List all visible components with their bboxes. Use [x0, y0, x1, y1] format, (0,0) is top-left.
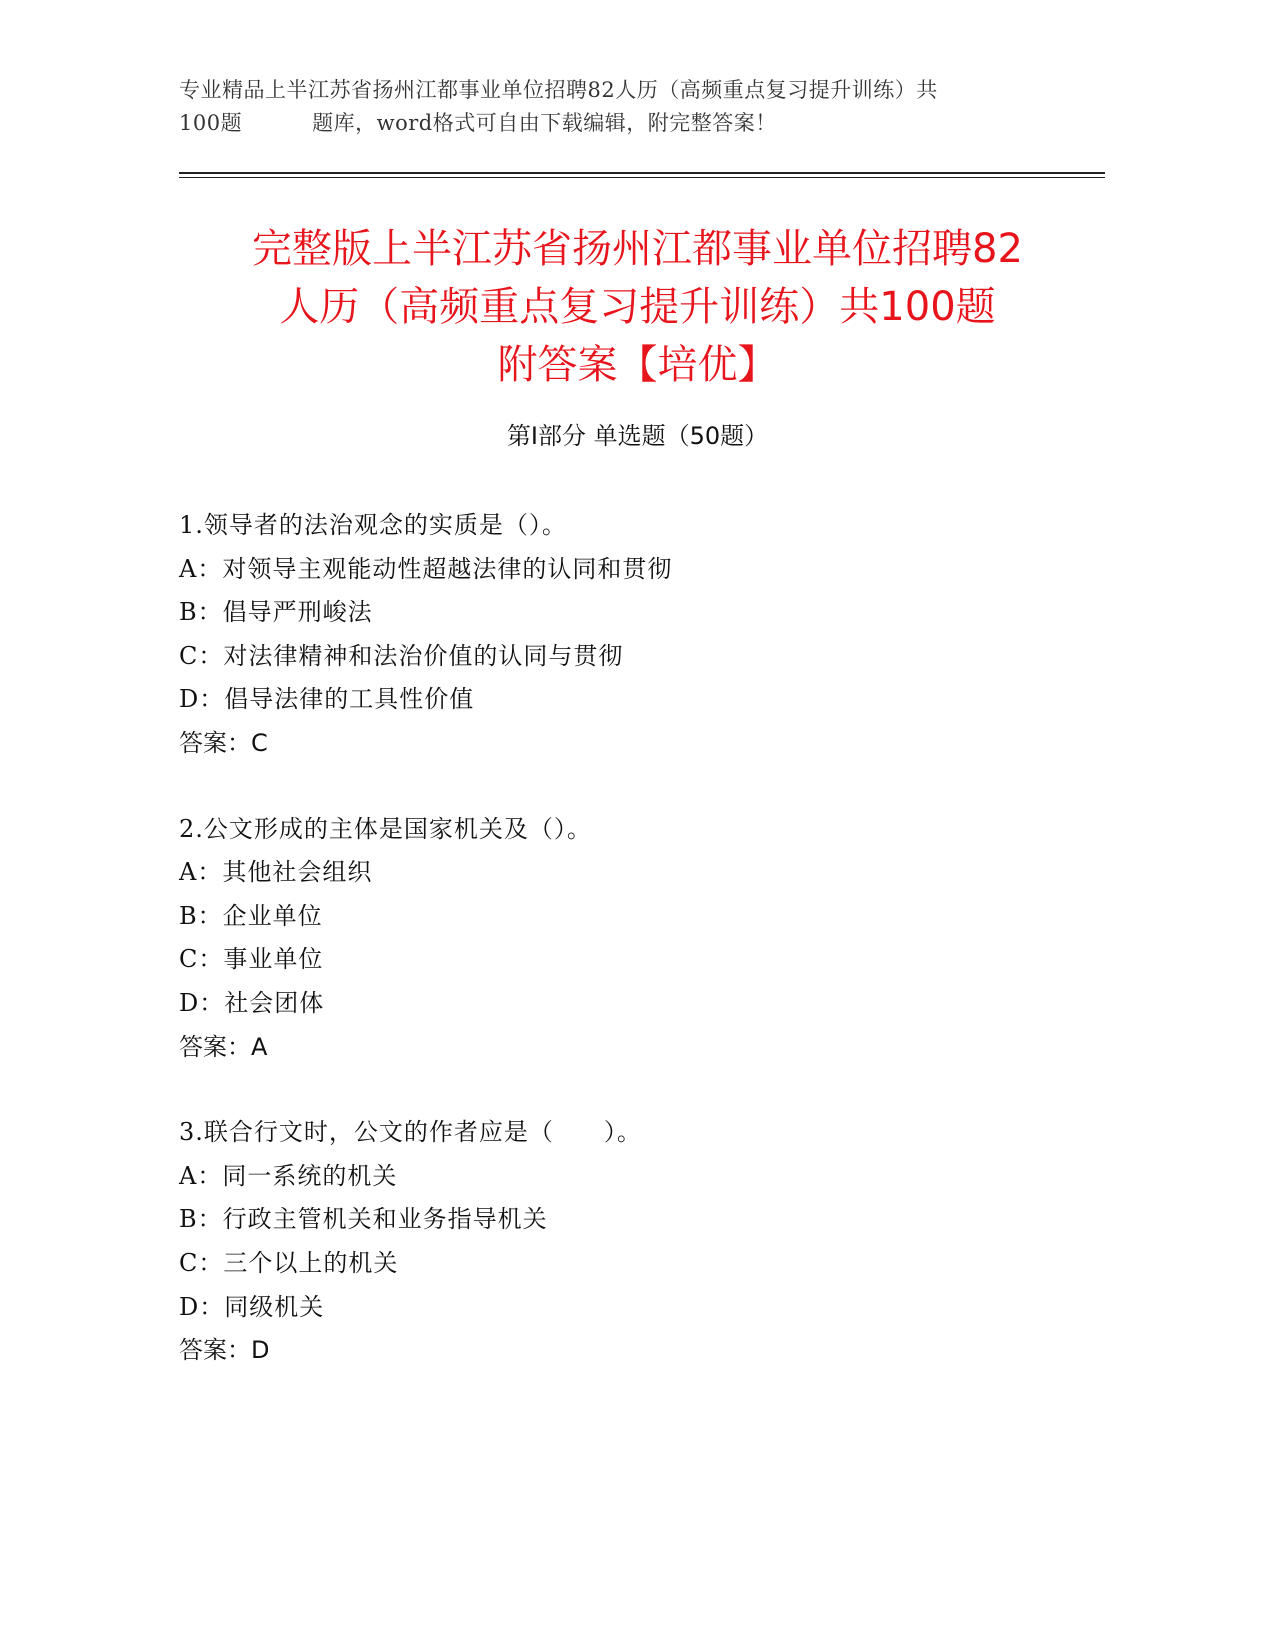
- option-b: B：企业单位: [179, 901, 323, 930]
- option-a: A：同一系统的机关: [179, 1161, 398, 1190]
- question-stem: 2.公文形成的主体是国家机关及（）。: [179, 814, 592, 843]
- option-b: B：行政主管机关和业务指导机关: [179, 1205, 548, 1234]
- header-note: [179, 74, 1039, 140]
- option-a: A：对领导主观能动性超越法律的认同和贯彻: [179, 554, 673, 583]
- option-c: C：事业单位: [179, 945, 324, 974]
- document-title-line1: 完整版上半江苏省扬州江都事业单位招聘82: [252, 226, 1023, 272]
- section-title: 第Ⅰ部分 单选题（50题）: [506, 422, 769, 450]
- document-title: [160, 220, 1115, 394]
- question-2: [179, 808, 1139, 1070]
- question-stem: 1.领导者的法治观念的实质是（）。: [179, 511, 567, 539]
- question-1: [179, 504, 1139, 766]
- option-d: D：同级机关: [179, 1292, 325, 1321]
- option-c: C：三个以上的机关: [179, 1248, 399, 1277]
- document-title-line2: 人历（高频重点复习提升训练）共100题: [279, 284, 996, 330]
- document-title-line3: 附答案【培优】: [497, 342, 778, 388]
- header-note-line1: 专业精品上半江苏省扬州江都事业单位招聘82人历（高频重点复习提升训练）共: [179, 78, 938, 102]
- question-stem: 3.联合行文时，公文的作者应是（ ）。: [179, 1118, 642, 1147]
- question-list: [179, 504, 1139, 1415]
- answer: 答案：D: [179, 1336, 270, 1365]
- header-divider-thick: [179, 172, 1105, 174]
- answer: 答案：C: [179, 728, 268, 757]
- option-d: D：社会团体: [179, 988, 325, 1017]
- option-d: D：倡导法律的工具性价值: [179, 685, 475, 714]
- header-note-line2-left: 100题: [179, 111, 243, 135]
- header-divider-thin: [179, 177, 1105, 178]
- header-note-line2-right: 题库，word格式可自由下载编辑，附完整答案！: [312, 111, 777, 135]
- option-b: B：倡导严刑峻法: [179, 598, 373, 627]
- option-a: A：其他社会组织: [179, 858, 373, 887]
- question-3: [179, 1111, 1139, 1373]
- answer: 答案：A: [179, 1032, 268, 1061]
- option-c: C：对法律精神和法治价值的认同与贯彻: [179, 641, 624, 670]
